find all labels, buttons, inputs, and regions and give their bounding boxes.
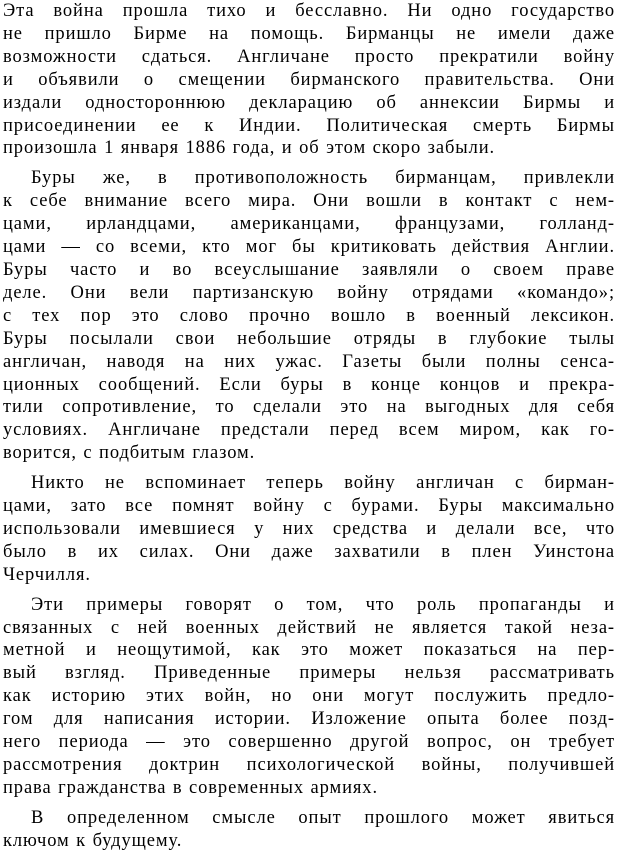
text-line: условиях. Англичане предстали перед всем миром, как го- (3, 420, 615, 441)
text-line: издали одностороннюю декларацию об аннексии Бирмы и (3, 92, 615, 113)
text-line: присоединении ее к Индии. Политическая смерть Бирмы (3, 115, 615, 136)
text-line: Буры посылали свои небольшие отряды в глубокие тылы (3, 328, 615, 349)
text-line: с тех пор это слово прочно вошло в военный лексикон. (3, 305, 615, 326)
text-line: цами, зато все помнят войну с бурами. Буры максимально (3, 496, 615, 517)
text-line: Никто не вспоминает теперь войну англичан с бирман- (31, 473, 615, 494)
text-line: ключом к будущему. (3, 830, 183, 851)
text-line: ционных сообщений. Если буры в конце концов и прекра- (3, 374, 615, 395)
text-line: ворится, с подбитым глазом. (3, 443, 256, 464)
text-line: Буры же, в противоположность бирманцам, привлекли (31, 168, 615, 189)
text-line: использовали имевшиеся у них средства и делали все, что (3, 518, 615, 539)
paragraph-propaganda (3, 594, 615, 800)
text-line: возможности сдаться. Англичане просто прекратили войну (3, 46, 615, 67)
document-page (3, 0, 615, 853)
text-line: к себе внимание всего мира. Они вошли в контакт с нем- (3, 191, 615, 212)
paragraph-conclusion (3, 807, 615, 853)
text-line: как историю этих войн, но они могут послужить предло- (3, 686, 615, 707)
text-line: него периода — это совершенно другой вопрос, он требует (3, 732, 615, 753)
text-line: Буры часто и во всеуслышание заявляли о своем праве (3, 259, 615, 280)
paragraph-memory (3, 472, 615, 587)
text-line: права гражданства в современных армиях. (3, 777, 378, 798)
text-line: Черчилля. (3, 564, 91, 585)
text-line: англичан, наводя на них ужас. Газеты были полны сенса- (3, 351, 615, 372)
text-line: метной и неощутимой, как это может показаться на пер- (3, 640, 615, 661)
text-line: гом для написания истории. Изложение опыта более позд- (3, 709, 615, 730)
text-line: и объявили о смещении бирманского правительства. Они (3, 69, 615, 90)
text-line: цами — со всеми, кто мог бы критиковать действия Англии. (3, 237, 615, 258)
text-line: тили сопротивление, то сделали это на выгодных для себя (3, 397, 615, 418)
text-line: Эти примеры говорят о том, что роль пропаганды и (31, 594, 615, 615)
text-line: не пришло Бирме на помощь. Бирманцы не имели даже (3, 23, 615, 44)
text-line: связанных с ней военных действий не является такой неза- (3, 617, 615, 638)
text-line: вый взгляд. Приведенные примеры нельзя рассматривать (3, 663, 615, 684)
paragraph-boers (3, 167, 615, 465)
paragraph-burma-war (3, 0, 615, 160)
text-line: Эта война прошла тихо и бесславно. Ни одно государство (3, 1, 615, 21)
text-line: деле. Они вели партизанскую войну отрядами «командо»; (3, 282, 615, 303)
text-line: В определенном смысле опыт прошлого может явиться (31, 807, 615, 828)
text-line: было в их силах. Они даже захватили в плен Уинстона (3, 541, 615, 562)
text-line: рассмотрения доктрин психологической войны, получившей (3, 755, 615, 775)
text-line: произошла 1 января 1886 года, и об этом скоро забыли. (3, 138, 496, 159)
text-line: цами, ирландцами, американцами, французами, голланд- (3, 214, 615, 235)
